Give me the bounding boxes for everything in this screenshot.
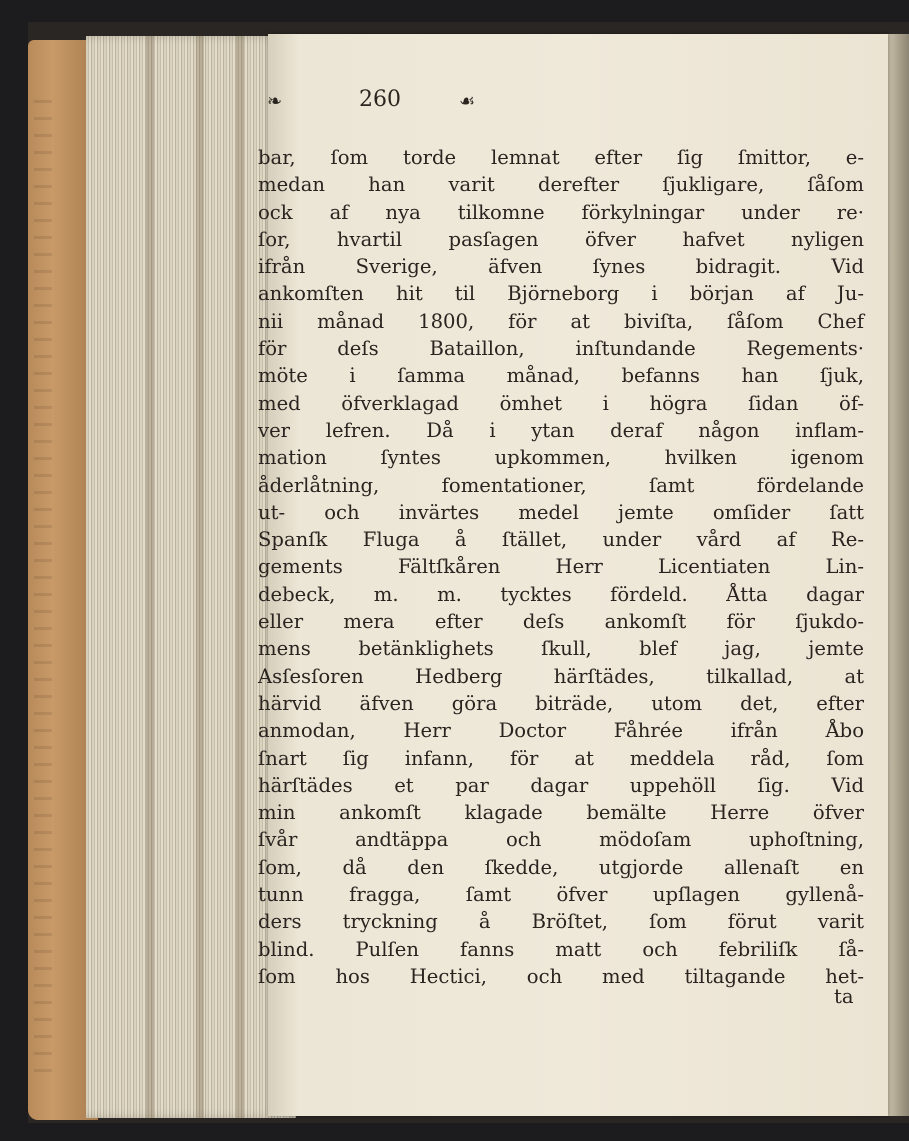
text-line: härſtädes et par dagar uppehöll ſig. Vid bbox=[258, 773, 864, 797]
text-line: bar, ſom torde lemnat efter ſig ſmittor, e- bbox=[258, 146, 864, 169]
text-line: Spanſk Fluga å ſtället, under vård af Re- bbox=[258, 528, 864, 552]
text-line: eller mera efter deſs ankomſt för ſjukdo- bbox=[258, 610, 864, 634]
ornament-left-icon: ❧ bbox=[267, 91, 281, 112]
ornament-right-icon: ☙ bbox=[459, 91, 474, 112]
page-header bbox=[267, 83, 587, 123]
text-line: gements Fältſkåren Herr Licentiaten Lin- bbox=[258, 555, 864, 579]
page-right-edge bbox=[888, 34, 909, 1116]
body-text bbox=[258, 144, 864, 990]
text-line: ſor, hvartil pasſagen öfver hafvet nyligen bbox=[258, 227, 864, 251]
edge-shadow bbox=[236, 36, 244, 1118]
text-line: anmodan, Herr Doctor Fåhrée ifrån Åbo bbox=[258, 719, 864, 743]
text-line: mation ſyntes upkommen, hvilken igenom bbox=[258, 446, 864, 470]
text-line: nii månad 1800, för at biviſta, ſåſom Chef bbox=[258, 309, 864, 333]
text-line: med öfverklagad ömhet i högra ſidan öf- bbox=[258, 391, 864, 415]
text-line: åderlåtning, fomentationer, ſamt fördelande bbox=[258, 473, 864, 497]
text-line: ders tryckning å Bröſtet, ſom förut varit bbox=[258, 910, 864, 934]
text-line: ock af nya tilkomne förkylningar under re· bbox=[258, 200, 864, 224]
edge-shadow bbox=[196, 36, 204, 1118]
text-line: ankomſten hit til Björneborg i början af Ju- bbox=[258, 282, 864, 306]
text-line: medan han varit derefter ſjukligare, ſåſom bbox=[258, 173, 864, 197]
text-line: tunn fragga, ſamt öfver upſlagen gyllenå- bbox=[258, 883, 864, 907]
text-line: ſvår andtäppa och mödoſam uphoſtning, bbox=[258, 828, 864, 852]
text-line: ſom hos Hectici, och med tiltagande het- bbox=[258, 964, 864, 988]
text-line: debeck, m. m. tycktes fördeld. Åtta dagar bbox=[258, 582, 864, 606]
text-line: möte i ſamma månad, befanns han ſjuk, bbox=[258, 364, 864, 388]
text-line: blind. Pulſen fanns matt och febriliſk ſå- bbox=[258, 937, 864, 961]
text-line: ſnart ſig infann, för at meddela råd, ſom bbox=[258, 746, 864, 770]
text-line: härvid äfven göra biträde, utom det, efter bbox=[258, 691, 864, 715]
page-number: 260 bbox=[359, 87, 401, 112]
edge-shadow bbox=[146, 36, 154, 1118]
text-line: ut- och invärtes medel jemte omſider ſatt bbox=[258, 500, 864, 524]
text-line: min ankomſt klagade bemälte Herre öfver bbox=[258, 801, 864, 825]
text-line: ſom, då den ſkedde, utgjorde allenaſt en bbox=[258, 855, 864, 879]
catchword: ta bbox=[834, 985, 854, 1008]
text-line: ver lefren. Då i ytan deraf någon inflam- bbox=[258, 418, 864, 442]
text-line: Asſesſoren Hedberg härſtädes, tilkallad, at bbox=[258, 664, 864, 688]
text-line: för deſs Bataillon, inſtundande Regements· bbox=[258, 337, 864, 361]
text-line: mens betänklighets ſkull, blef jag, jemte bbox=[258, 637, 864, 661]
text-line: ifrån Sverige, äfven ſynes bidragit. Vid bbox=[258, 255, 864, 279]
